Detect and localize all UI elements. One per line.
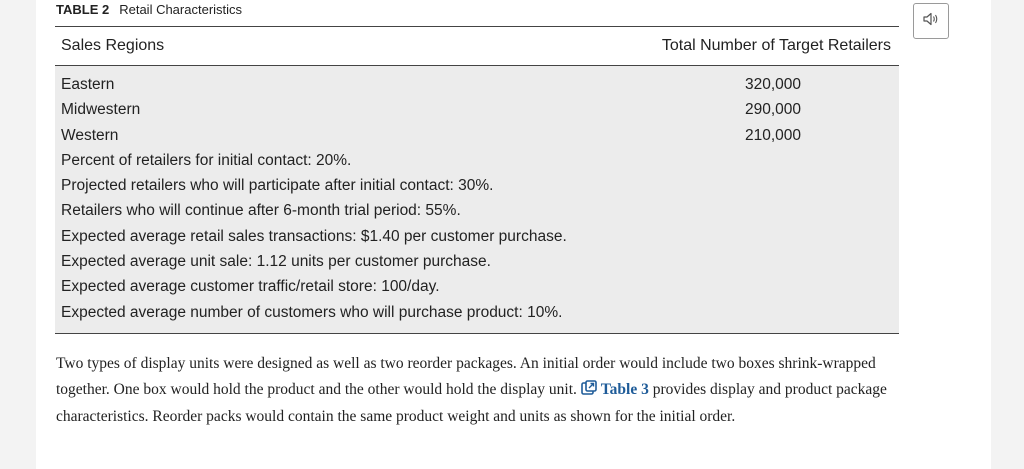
table-number: TABLE 2	[56, 2, 110, 17]
body-paragraph	[56, 351, 901, 430]
row-value: 210,000	[744, 126, 801, 144]
header-sales-regions: Sales Regions	[61, 37, 165, 54]
row-label: Midwestern	[61, 101, 141, 119]
table-row	[55, 198, 899, 223]
external-link-icon[interactable]	[581, 379, 597, 405]
row-label: Eastern	[61, 76, 115, 93]
table-title: Retail Characteristics	[119, 2, 243, 17]
table-row	[55, 249, 899, 274]
table-row	[55, 274, 899, 299]
table-row	[55, 224, 899, 249]
speaker-icon	[923, 12, 939, 31]
table-row	[55, 300, 899, 325]
table-header	[55, 26, 899, 66]
row-label: Expected average number of customers who will purchase product: 10%.	[61, 303, 563, 321]
row-label: Projected retailers who will participate after initial contact: 30%.	[61, 177, 494, 195]
row-label: Expected average retail sales transactions: $1.40 per customer purchase.	[61, 227, 567, 245]
table-body	[55, 66, 899, 334]
table-caption	[56, 2, 242, 17]
audio-button[interactable]	[913, 3, 949, 39]
table-row	[55, 72, 899, 97]
row-label: Expected average unit sale: 1.12 units per customer purchase.	[61, 253, 491, 271]
retail-table	[55, 26, 899, 334]
row-label: Retailers who will continue after 6-month trial period: 55%.	[61, 202, 461, 220]
paragraph-text-start: Two types of display units were designed as well as two reorder packages. An initial order would include two boxes shrink-wrapped together. One box would hold the product and the other would hold the display unit.	[56, 355, 876, 398]
paragraph-text-end: provides display and product package characteristics. Reorder packs would contain the same product weight and units as shown for the initial order.	[56, 380, 887, 425]
table-row	[55, 173, 899, 198]
row-label: Expected average customer traffic/retail store: 100/day.	[61, 278, 440, 296]
row-label: Percent of retailers for initial contact: 20%.	[61, 151, 352, 169]
table-row	[55, 123, 899, 148]
row-value: 290,000	[744, 101, 801, 119]
table-3-link[interactable]: Table 3	[600, 380, 649, 398]
table-row	[55, 148, 899, 173]
row-value: 320,000	[744, 76, 801, 93]
header-total-target-retailers: Total Number of Target Retailers	[661, 37, 891, 54]
table-row	[55, 97, 899, 122]
row-label: Western	[61, 126, 119, 144]
